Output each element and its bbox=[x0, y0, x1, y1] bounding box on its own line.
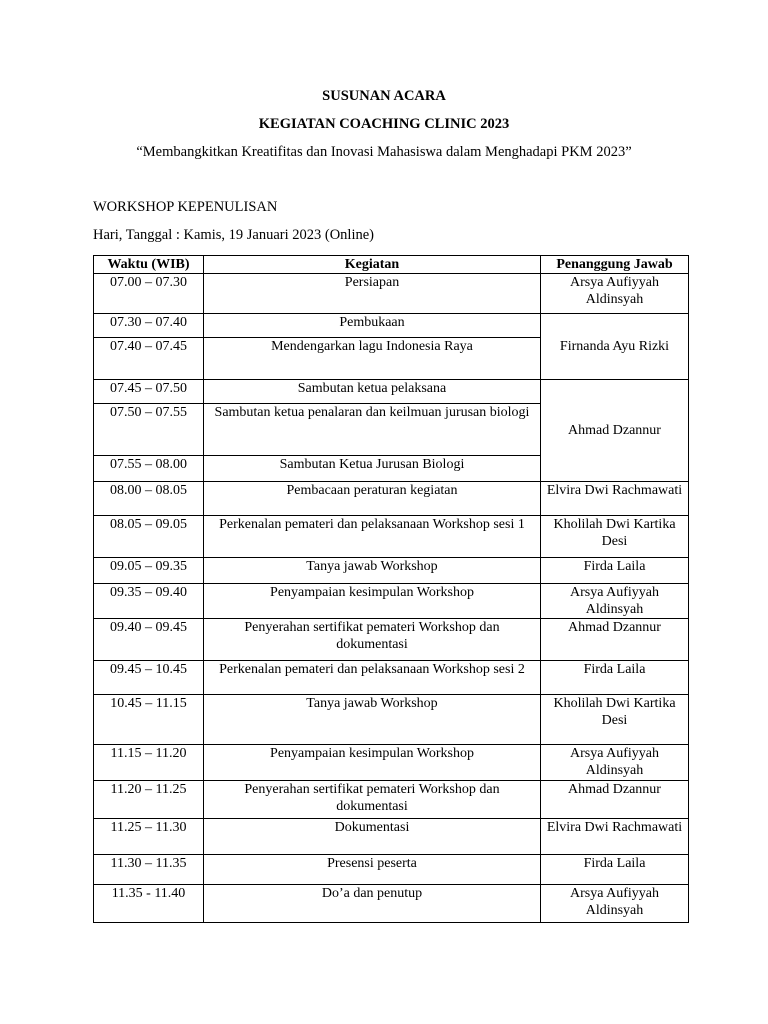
activity-cell: Penyampaian kesimpulan Workshop bbox=[204, 745, 541, 781]
activity-cell: Tanya jawab Workshop bbox=[204, 558, 541, 584]
activity-cell: Penyerahan sertifikat pemateri Workshop dan dokumentasi bbox=[204, 781, 541, 819]
pic-cell: Arsya Aufiyyah Aldinsyah bbox=[541, 274, 689, 314]
document-title: SUSUNAN ACARA bbox=[322, 88, 446, 104]
activity-cell: Tanya jawab Workshop bbox=[204, 695, 541, 745]
time-cell: 11.20 – 11.25 bbox=[94, 781, 204, 819]
activity-cell: Pembacaan peraturan kegiatan bbox=[204, 482, 541, 516]
pic-cell: Ahmad Dzannur bbox=[541, 380, 689, 482]
table-row bbox=[94, 380, 689, 404]
activity-cell: Mendengarkan lagu Indonesia Raya bbox=[204, 338, 541, 380]
time-cell: 09.35 – 09.40 bbox=[94, 584, 204, 619]
header-activity: Kegiatan bbox=[204, 256, 541, 274]
table-row bbox=[94, 819, 689, 855]
time-cell: 07.40 – 07.45 bbox=[94, 338, 204, 380]
pic-cell: Firnanda Ayu Rizki bbox=[541, 314, 689, 380]
table-row bbox=[94, 314, 689, 338]
time-cell: 09.45 – 10.45 bbox=[94, 661, 204, 695]
time-cell: 09.05 – 09.35 bbox=[94, 558, 204, 584]
pic-cell: Kholilah Dwi Kartika Desi bbox=[541, 695, 689, 745]
activity-cell: Presensi peserta bbox=[204, 855, 541, 885]
pic-cell: Ahmad Dzannur bbox=[541, 781, 689, 819]
activity-cell: Persiapan bbox=[204, 274, 541, 314]
activity-cell: Penyerahan sertifikat pemateri Workshop dan dokumentasi bbox=[204, 619, 541, 661]
table-header-row bbox=[94, 256, 689, 274]
pic-cell: Firda Laila bbox=[541, 558, 689, 584]
section-title: WORKSHOP KEPENULISAN bbox=[93, 199, 278, 215]
activity-cell: Perkenalan pemateri dan pelaksanaan Workshop sesi 1 bbox=[204, 516, 541, 558]
pic-cell: Arsya Aufiyyah Aldinsyah bbox=[541, 885, 689, 923]
pic-cell: Firda Laila bbox=[541, 661, 689, 695]
table-row bbox=[94, 695, 689, 745]
table-row bbox=[94, 274, 689, 314]
activity-cell: Pembukaan bbox=[204, 314, 541, 338]
table-row bbox=[94, 558, 689, 584]
table-row bbox=[94, 619, 689, 661]
date-line: Hari, Tanggal : Kamis, 19 Januari 2023 (Online) bbox=[93, 227, 375, 243]
time-cell: 07.30 – 07.40 bbox=[94, 314, 204, 338]
table-row bbox=[94, 781, 689, 819]
document-subtitle: KEGIATAN COACHING CLINIC 2023 bbox=[258, 116, 510, 132]
pic-cell: Arsya Aufiyyah Aldinsyah bbox=[541, 584, 689, 619]
table-row bbox=[94, 584, 689, 619]
activity-cell: Sambutan ketua penalaran dan keilmuan jurusan biologi bbox=[204, 404, 541, 456]
time-cell: 07.55 – 08.00 bbox=[94, 456, 204, 482]
schedule-table bbox=[93, 255, 689, 923]
table-row bbox=[94, 855, 689, 885]
time-cell: 07.50 – 07.55 bbox=[94, 404, 204, 456]
table-row bbox=[94, 885, 689, 923]
activity-cell: Penyampaian kesimpulan Workshop bbox=[204, 584, 541, 619]
time-cell: 08.00 – 08.05 bbox=[94, 482, 204, 516]
table-row bbox=[94, 745, 689, 781]
time-cell: 11.30 – 11.35 bbox=[94, 855, 204, 885]
table-row bbox=[94, 661, 689, 695]
pic-cell: Ahmad Dzannur bbox=[541, 619, 689, 661]
pic-cell: Elvira Dwi Rachmawati bbox=[541, 819, 689, 855]
activity-cell: Sambutan ketua pelaksana bbox=[204, 380, 541, 404]
pic-cell: Elvira Dwi Rachmawati bbox=[541, 482, 689, 516]
table-row bbox=[94, 516, 689, 558]
time-cell: 08.05 – 09.05 bbox=[94, 516, 204, 558]
pic-cell: Kholilah Dwi Kartika Desi bbox=[541, 516, 689, 558]
time-cell: 07.00 – 07.30 bbox=[94, 274, 204, 314]
activity-cell: Perkenalan pemateri dan pelaksanaan Workshop sesi 2 bbox=[204, 661, 541, 695]
time-cell: 07.45 – 07.50 bbox=[94, 380, 204, 404]
time-cell: 11.15 – 11.20 bbox=[94, 745, 204, 781]
time-cell: 11.35 - 11.40 bbox=[94, 885, 204, 923]
time-cell: 10.45 – 11.15 bbox=[94, 695, 204, 745]
document-tagline: “Membangkitkan Kreatifitas dan Inovasi Mahasiswa dalam Menghadapi PKM 2023” bbox=[136, 144, 632, 160]
time-cell: 11.25 – 11.30 bbox=[94, 819, 204, 855]
header-pic: Penanggung Jawab bbox=[541, 256, 689, 274]
activity-cell: Dokumentasi bbox=[204, 819, 541, 855]
activity-cell: Sambutan Ketua Jurusan Biologi bbox=[204, 456, 541, 482]
pic-cell: Firda Laila bbox=[541, 855, 689, 885]
time-cell: 09.40 – 09.45 bbox=[94, 619, 204, 661]
header-time: Waktu (WIB) bbox=[94, 256, 204, 274]
table-row bbox=[94, 482, 689, 516]
pic-cell: Arsya Aufiyyah Aldinsyah bbox=[541, 745, 689, 781]
activity-cell: Do’a dan penutup bbox=[204, 885, 541, 923]
